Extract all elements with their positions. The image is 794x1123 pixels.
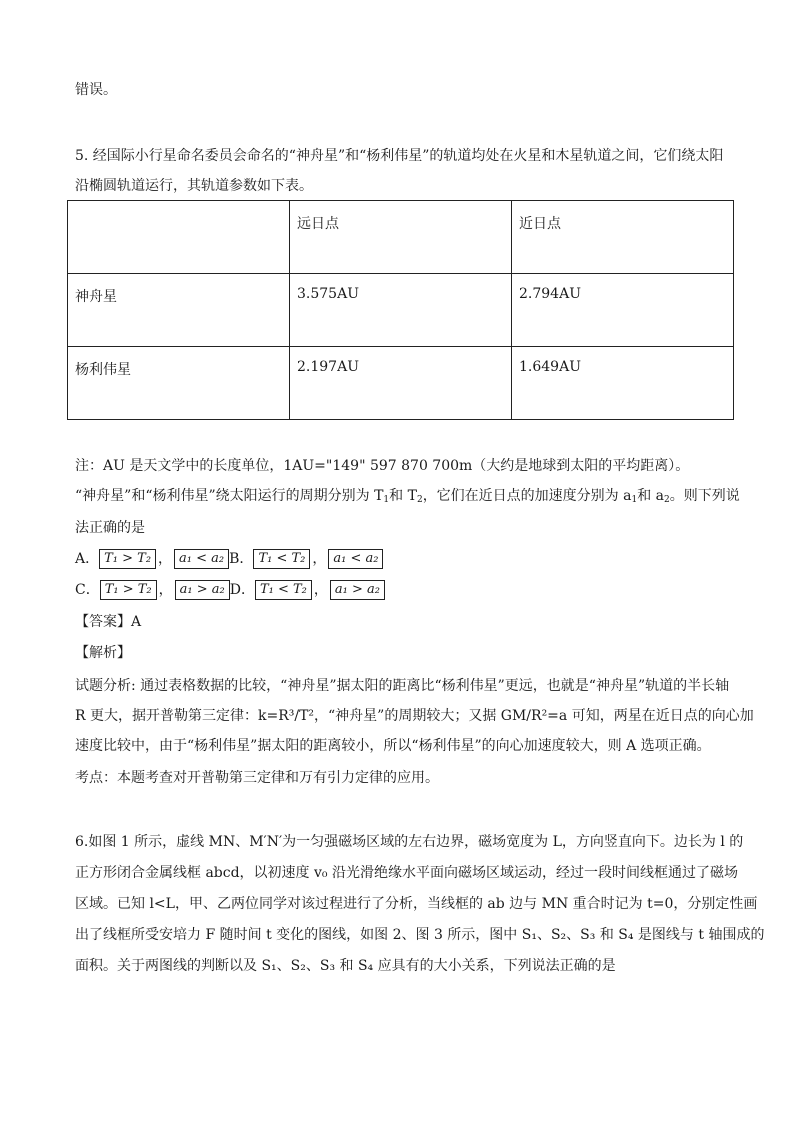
analysis-tag: 【解析】	[75, 645, 131, 661]
option-c-period: T₁ > T₂	[100, 580, 157, 600]
option-d-period: T₁ < T₂	[255, 580, 312, 600]
analysis-line-1: 试题分析: 通过表格数据的比较，“神舟星”据太阳的距离比“杨利伟星”更远，也就是“神舟星”轨道的半长轴	[75, 678, 730, 694]
stem-text: “神舟星”和“杨利伟星”绕太阳运行的周期分别为 T	[75, 488, 384, 504]
stem-text: 和 T	[389, 488, 417, 504]
table-header-perihelion: 近日点	[512, 201, 734, 274]
option-a-acceleration: a₁ < a₂	[174, 549, 229, 569]
table-row	[68, 347, 734, 420]
comma: ，	[313, 582, 328, 598]
comma: ，	[158, 582, 173, 598]
table-cell-aphelion: 2.197AU	[290, 347, 512, 420]
option-b-acceleration: a₁ < a₂	[328, 549, 383, 569]
stem-text: 和 a	[637, 488, 665, 504]
answer-value: A	[131, 614, 142, 630]
comma: ，	[312, 551, 327, 567]
table-cell-aphelion: 3.575AU	[290, 274, 512, 347]
question-5-stem-line-1	[75, 486, 740, 510]
table-row	[68, 274, 734, 347]
question-5-stem-line-2: 法正确的是	[75, 520, 145, 536]
subscript: 2	[664, 495, 670, 505]
table-note: 注：AU 是天文学中的长度单位，1AU="149" 597 870 700m（大约是地球到太阳的平均距离）。	[75, 458, 690, 474]
kaodian-line: 考点：本题考查对开普勒第三定律和万有引力定律的应用。	[75, 770, 439, 786]
table-header-cell	[68, 201, 290, 274]
question-6-line-1: 6.如图 1 所示，虚线 MN、M′N′为一匀强磁场区域的左右边界，磁场宽度为 L，方向竖直向下。边长为 l 的	[75, 834, 744, 850]
option-d-acceleration: a₁ > a₂	[330, 580, 385, 600]
stem-text: ，它们在近日点的加速度分别为 a	[422, 488, 632, 504]
table-cell-perihelion: 1.649AU	[512, 347, 734, 420]
question-6-line-5: 面积。关于两图线的判断以及 S₁、S₂、S₃ 和 S₄ 应具有的大小关系，下列说法正确的是	[75, 958, 616, 974]
table-cell-name: 神舟星	[68, 274, 290, 347]
table-cell-perihelion: 2.794AU	[512, 274, 734, 347]
option-a-label: A．	[75, 551, 100, 567]
question-6-line-3: 区域。已知 l<L，甲、乙两位同学对该过程进行了分析，当线框的 ab 边与 MN 重合时记为 t=0，分别定性画	[75, 896, 758, 912]
question-5-line-2: 沿椭圆轨道运行，其轨道参数如下表。	[75, 178, 313, 194]
question-6-line-2: 正方形闭合金属线框 abcd，以初速度 v₀ 沿光滑绝缘水平面向磁场区域运动，经过一段时间线框通过了磁场	[75, 865, 738, 881]
table-cell-name: 杨利伟星	[68, 347, 290, 420]
table-header-aphelion: 远日点	[290, 201, 512, 274]
option-b-period: T₁ < T₂	[253, 549, 310, 569]
table-header-row	[68, 201, 734, 274]
subscript: 1	[383, 495, 390, 505]
question-6-line-4: 出了线框所受安培力 F 随时间 t 变化的图线，如图 2、图 3 所示，图中 S₁、S₂、S₃ 和 S₄ 是图线与 t 轴围成的	[75, 927, 765, 943]
answer-line	[75, 612, 141, 632]
option-row-cd	[75, 579, 385, 601]
option-d-label: D．	[229, 582, 255, 598]
option-c-label: C．	[75, 582, 100, 598]
answer-tag: 【答案】	[75, 614, 131, 630]
orbit-parameter-table	[67, 200, 734, 420]
comma: ，	[158, 551, 173, 567]
option-a-period: T₁ > T₂	[99, 549, 156, 569]
option-c-acceleration: a₁ > a₂	[175, 580, 230, 600]
previous-answer-tail: 错误。	[75, 82, 117, 98]
subscript: 1	[631, 495, 638, 505]
stem-text: 。则下列说	[669, 488, 740, 504]
option-row-ab	[75, 548, 383, 570]
question-5-line-1: 5. 经国际小行星命名委员会命名的“神舟星”和“杨利伟星”的轨道均处在火星和木星轨道之间，它们绕太阳	[75, 148, 724, 164]
analysis-line-3: 速度比较中，由于“杨利伟星”据太阳的距离较小，所以“杨利伟星”的向心加速度较大，则 A 选项正确。	[75, 738, 711, 754]
subscript: 2	[416, 495, 423, 505]
option-b-label: B．	[229, 551, 254, 567]
analysis-line-2: R 更大，据开普勒第三定律：k=R³/T²，“神舟星”的周期较大；又据 GM/R²=a 可知，两星在近日点的向心加	[75, 708, 754, 724]
